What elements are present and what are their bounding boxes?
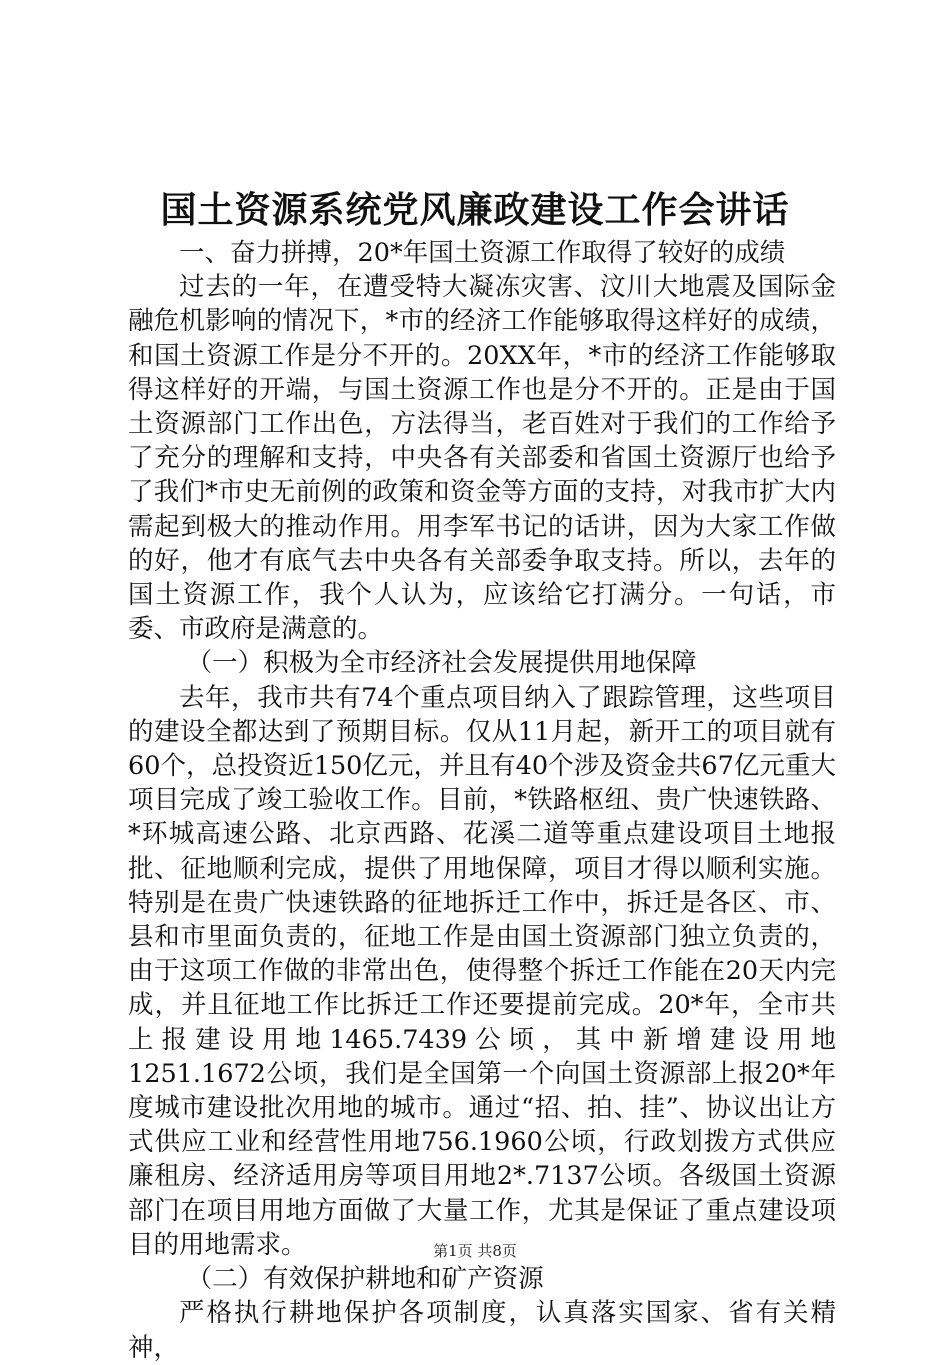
document-body	[128, 236, 836, 1365]
subsection-heading-1: （一）积极为全市经济社会发展提供用地保障	[186, 648, 697, 679]
body-paragraph-2: 去年，我市共有74个重点项目纳入了跟踪管理，这些项目的建设全都达到了预期目标。仅从11月起，新开工的项目就有60个，总投资近150亿元，并且有40个涉及资金共67亿元重大项目完成了竣工验收工作。目前，*铁路枢纽、贵广快速铁路、*环城高速公路、北京西路、花溪二道等重点建设项目土地报批、征地顺利完成，提供了用地保障，项目才得以顺利实施。特别是在贵广快速铁路的征地拆迁工作中，拆迁是各区、市、县和市里面负责的，征地工作是由国土资源部门独立负责的，由于这项工作做的非常出色，使得整个拆迁工作能在20天内完成，并且征地工作比拆迁工作还要提前完成。20*年，全市共上报建设用地1465.7439公顷，其中新增建设用地1251.1672公顷，我们是全国第一个向国土资源部上报20*年度城市建设批次用地的城市。通过“招、拍、挂”、协议出让方式供应工业和经营性用地756.1960公顷，行政划拨方式供应廉租房、经济适用房等项目用地2*.7137公顷。各级国土资源部门在项目用地方面做了大量工作，尤其是保证了重点建设项目的用地需求。	[128, 682, 836, 1260]
section-heading-1: 一、奋力拼搏，20*年国土资源工作取得了较好的成绩	[179, 238, 786, 268]
page-number-footer: 第1页 共8页	[433, 1242, 517, 1260]
body-paragraph-1: 过去的一年，在遭受特大凝冻灾害、汶川大地震及国际金融危机影响的情况下，*市的经济工作能够取得这样好的成绩，和国土资源工作是分不开的。20XX年，*市的经济工作能够取得这样好的开端，与国土资源工作也是分不开的。正是由于国土资源部门工作出色，方法得当，老百姓对于我们的工作给予了充分的理解和支持，中央各有关部委和省国土资源厅也给予了我们*市史无前例的政策和资金等方面的支持，对我市扩大内需起到极大的推动作用。用李军书记的话讲，因为大家工作做的好，他才有底气去中央各有关部委争取支持。所以，去年的国土资源工作，我个人认为，应该给它打满分。一句话，市委、市政府是满意的。	[128, 272, 836, 645]
subsection-heading-2: （二）有效保护耕地和矿产资源	[186, 1264, 544, 1295]
body-paragraph-3: 严格执行耕地保护各项制度，认真落实国家、省有关精神，	[128, 1298, 836, 1363]
document-title: 国土资源系统党风廉政建设工作会讲话	[160, 189, 790, 231]
